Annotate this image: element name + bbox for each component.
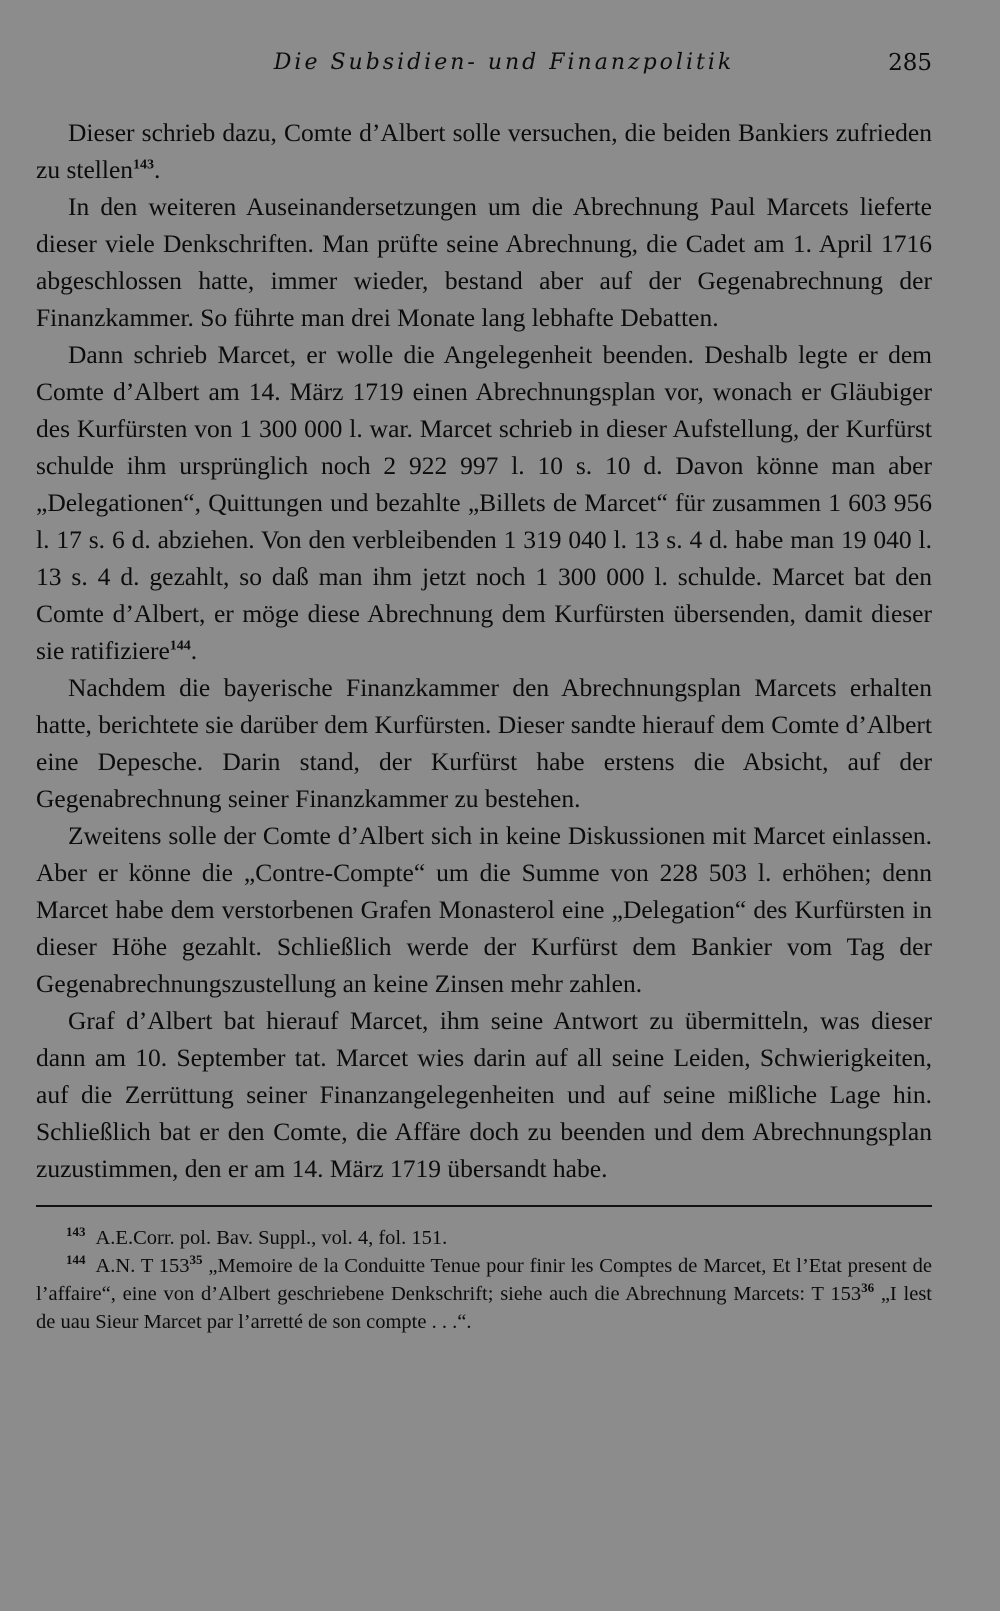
paragraph [36, 669, 932, 817]
footnote-superscript: 35 [189, 1252, 203, 1268]
paragraph-text: Graf d’Albert bat hierauf Marcet, ihm seine Antwort zu übermitteln, was dieser dann am 10. September tat. Marcet wies darin auf all seine Leiden, Schwierigkeiten, auf die Zerrüttung seiner Finanzangelegenheiten und auf seine mißliche Lage hin. Schließlich bat er den Comte, die Affäre doch zu beenden und dem Abrechnungsplan zuzustimmen, den er am 14. März 1719 übersandt habe. [36, 1006, 932, 1183]
footnote-text: A.N. T 153 [95, 1255, 190, 1277]
body-text [36, 114, 932, 1187]
footnote-reference: 144 [169, 638, 191, 654]
running-title: Die Subsidien- und Finanzpolitik [273, 50, 735, 75]
paragraph-text: In den weiteren Auseinandersetzungen um die Abrechnung Paul Marcets lieferte dieser viele Denkschriften. Man prüfte seine Abrechnung, die Cadet am 1. April 1716 abgeschlossen hatte, immer wieder, bestand aber auf der Gegenabrechnung der Finanzkammer. So führte man drei Monate lang lebhafte Debatten. [36, 192, 932, 332]
footnote-text: A.E.Corr. pol. Bav. Suppl., vol. 4, fol. 151. [95, 1227, 448, 1249]
paragraph [36, 817, 932, 1002]
paragraph [36, 1002, 932, 1187]
footnote-reference: 143 [133, 157, 155, 173]
paragraph [36, 336, 932, 669]
footnotes [36, 1224, 932, 1336]
paragraph-text: Nachdem die bayerische Finanzkammer den Abrechnungsplan Marcets erhalten hatte, berichtete sie darüber dem Kurfürsten. Dieser sandte hierauf dem Comte d’Albert eine Depesche. Darin stand, der Kurfürst habe erstens die Absicht, auf der Gegenabrechnung seiner Finanzkammer zu bestehen. [36, 673, 932, 813]
paragraph-text: Dieser schrieb dazu, Comte d’Albert solle versuchen, die beiden Bankiers zufrieden zu stellen [36, 118, 932, 184]
footnote [36, 1224, 932, 1252]
footnote-divider [36, 1205, 932, 1207]
paragraph-tail: . [190, 636, 198, 665]
paragraph-text: Dann schrieb Marcet, er wolle die Angelegenheit beenden. Deshalb legte er dem Comte d’Albert am 14. März 1719 einen Abrechnungsplan vor, wonach er Gläubiger des Kurfürsten von 1 300 000 l. war. Marcet schrieb in dieser Aufstellung, der Kurfürst schulde ihm ursprünglich noch 2 922 997 l. 10 s. 10 d. Davon könne man aber „Delegationen“, Quittungen und bezahlte „Billets de Marcet“ für zusammen 1 603 956 l. 17 s. 6 d. abziehen. Von den verbleibenden 1 319 040 l. 13 s. 4 d. habe man 19 040 l. 13 s. 4 d. gezahlt, so daß man ihm jetzt noch 1 300 000 l. schulde. Marcet bat den Comte d’Albert, er möge diese Abrechnung dem Kurfürsten übersenden, damit dieser sie ratifiziere [36, 340, 932, 665]
footnote-text: „I lest de uau Sieur Marcet par l’arretté de son compte . . .“. [36, 1283, 932, 1333]
footnote-number: 144 [66, 1252, 86, 1268]
paragraph-tail: . [154, 155, 161, 184]
page-number: 285 [888, 50, 932, 76]
paragraph-text: Zweitens solle der Comte d’Albert sich in keine Diskussionen mit Marcet einlassen. Aber er könne die „Contre-Compte“ um die Summe von 228 503 l. erhöhen; denn Marcet habe dem verstorbenen Grafen Monasterol eine „Delegation“ des Kurfürsten in dieser Höhe gezahlt. Schließlich werde der Kurfürst dem Bankier vom Tag der Gegenabrechnungszustellung an keine Zinsen mehr zahlen. [36, 821, 932, 998]
paragraph [36, 188, 932, 336]
paragraph [36, 114, 932, 188]
running-head [36, 44, 932, 84]
footnote [36, 1252, 932, 1336]
footnote-text: „Memoire de la Conduitte Tenue pour finir les Comptes de Marcet, Et l’Etat present de l’affaire“, eine von d’Albert geschriebene Denkschrift; siehe auch die Abrechnung Marcets: T 153 [36, 1255, 932, 1305]
footnote-superscript: 36 [861, 1280, 875, 1296]
footnote-number: 143 [66, 1224, 86, 1240]
book-page [36, 44, 932, 1336]
